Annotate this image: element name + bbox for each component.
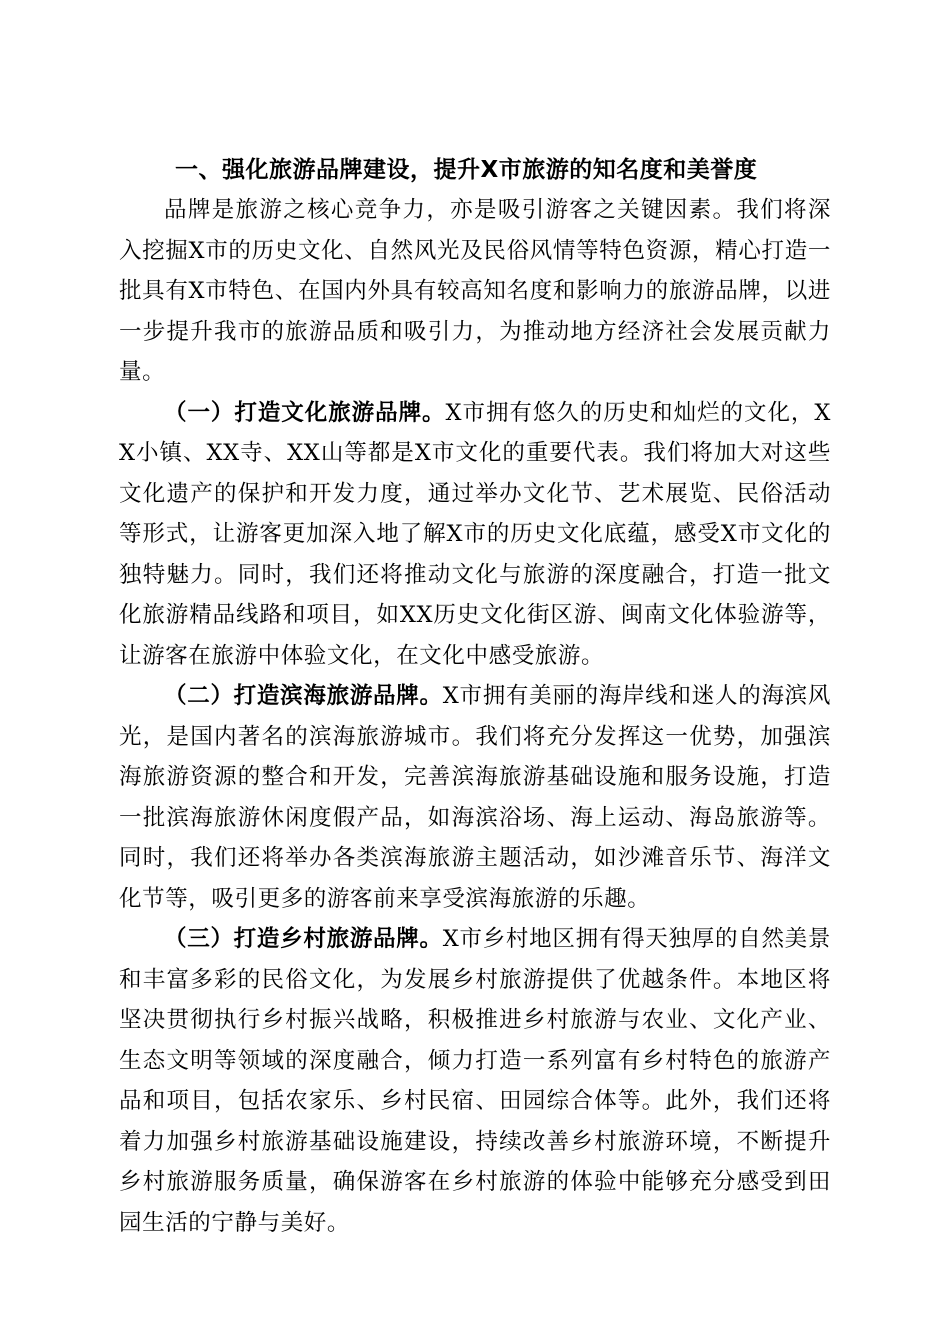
intro-paragraph: 品牌是旅游之核心竞争力，亦是吸引游客之关键因素。我们将深入挖掘X市的历史文化、自然风光及民俗风情等特色资源，精心打造一批具有X市特色、在国内外具有较高知名度和影响力的旅游品牌，以进一步提升我市的旅游品质和吸引力，为推动地方经济社会发展贡献力量。 <box>119 197 831 385</box>
document-body <box>119 150 831 1243</box>
paragraph-culture-tourism <box>119 393 831 677</box>
paragraph-body-culture: X市拥有悠久的历史和灿烂的文化，XX小镇、XX寺、XX山等都是X市文化的重要代表。我们将加大对这些文化遗产的保护和开发力度，通过举办文化节、艺术展览、民俗活动等形式，让游客更加深入地了解X市的历史文化底蕴，感受X市文化的独特魅力。同时，我们还将推动文化与旅游的深度融合，打造一批文化旅游精品线路和项目，如XX历史文化街区游、闽南文化体验游等，让游客在旅游中体验文化，在文化中感受旅游。 <box>119 399 831 669</box>
paragraph-body-coastal: X市拥有美丽的海岸线和迷人的海滨风光，是国内著名的滨海旅游城市。我们将充分发挥这一优势，加强滨海旅游资源的整合和开发，完善滨海旅游基础设施和服务设施，打造一批滨海旅游休闲度假产品，如海滨浴场、海上运动、海岛旅游等。同时，我们还将举办各类滨海旅游主题活动，如沙滩音乐节、海洋文化节等，吸引更多的游客前来享受滨海旅游的乐趣。 <box>119 683 831 912</box>
paragraph-coastal-tourism <box>119 676 831 919</box>
subsection-title-rural: （三）打造乡村旅游品牌。 <box>164 926 443 952</box>
paragraph-body-rural: X市乡村地区拥有得天独厚的自然美景和丰富多彩的民俗文化，为发展乡村旅游提供了优越条件。本地区将坚决贯彻执行乡村振兴战略，积极推进乡村旅游与农业、文化产业、生态文明等领域的深度融合，倾力打造一系列富有乡村特色的旅游产品和项目，包括农家乐、乡村民宿、田园综合体等。此外，我们还将着力加强乡村旅游基础设施建设，持续改善乡村旅游环境，不断提升乡村旅游服务质量，确保游客在乡村旅游的体验中能够充分感受到田园生活的宁静与美好。 <box>119 926 831 1236</box>
paragraph-rural-tourism <box>119 919 831 1243</box>
subsection-title-culture: （一）打造文化旅游品牌。 <box>164 399 446 426</box>
section-heading: 一、强化旅游品牌建设，提升X市旅游的知名度和美誉度 <box>175 157 758 183</box>
subsection-title-coastal: （二）打造滨海旅游品牌。 <box>164 683 443 709</box>
